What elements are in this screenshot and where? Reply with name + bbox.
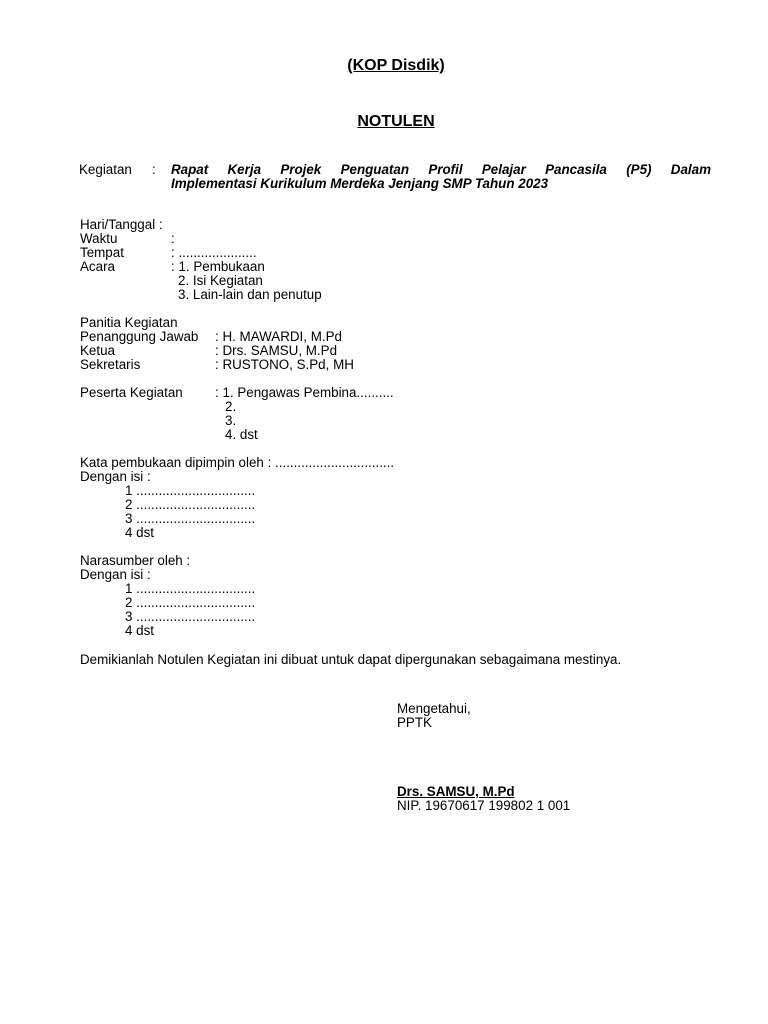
acara-label: Acara — [80, 259, 115, 274]
pembukaan-item: 1 ................................ — [125, 483, 256, 498]
acara-item: : 1. Pembukaan — [171, 259, 265, 274]
panitia-row-label: Sekretaris — [80, 357, 141, 372]
tempat-label: Tempat — [80, 245, 124, 260]
signature-role: PPTK — [397, 715, 432, 730]
peserta-item: 2. — [225, 399, 237, 414]
peserta-item: : 1. Pengawas Pembina.......... — [215, 385, 394, 400]
kop-header: (KOP Disdik) — [347, 57, 445, 74]
peserta-item: 4. dst — [225, 427, 258, 442]
panitia-row-value: : RUSTONO, S.Pd, MH — [215, 357, 354, 372]
pembukaan-item: 3 ................................ — [125, 511, 256, 526]
peserta-label: Peserta Kegiatan — [80, 385, 183, 400]
kegiatan-value-line2: Implementasi Kurikulum Merdeka Jenjang SMP Tahun 2023 — [171, 176, 549, 191]
signature-nip: NIP. 19670617 199802 1 001 — [397, 798, 571, 813]
signature-name: Drs. SAMSU, M.Pd — [397, 784, 515, 799]
panitia-row-label: Ketua — [80, 343, 115, 358]
waktu-colon: : — [171, 231, 175, 246]
kegiatan-label: Kegiatan — [79, 162, 132, 177]
kegiatan-colon: : — [152, 162, 156, 177]
peserta-item: 3. — [225, 413, 237, 428]
acara-item: 3. Lain-lain dan penutup — [178, 287, 322, 302]
panitia-heading: Panitia Kegiatan — [80, 315, 178, 330]
panitia-row-label: Penanggung Jawab — [80, 329, 199, 344]
waktu-label: Waktu — [80, 231, 118, 246]
pembukaan-item: 4 dst — [125, 525, 155, 540]
pembukaan-item: 2 ................................ — [125, 497, 256, 512]
narasumber-item: 4 dst — [125, 623, 155, 638]
acara-item: 2. Isi Kegiatan — [178, 273, 263, 288]
kegiatan-value-line1: Rapat Kerja Projek Penguatan Profil Pelajar Pancasila (P5) Dalam — [171, 162, 711, 177]
panitia-row-value: : Drs. SAMSU, M.Pd — [215, 343, 338, 358]
document-title: NOTULEN — [357, 113, 435, 130]
narasumber-isi-label: Dengan isi : — [80, 567, 151, 582]
panitia-row-value: : H. MAWARDI, M.Pd — [215, 329, 342, 344]
narasumber-item: 2 ................................ — [125, 595, 256, 610]
narasumber-item: 3 ................................ — [125, 609, 256, 624]
narasumber-line: Narasumber oleh : — [80, 553, 191, 568]
hari-tanggal-label: Hari/Tanggal : — [80, 217, 163, 232]
narasumber-item: 1 ................................ — [125, 581, 256, 596]
signature-mengetahui: Mengetahui, — [397, 701, 471, 716]
closing-statement: Demikianlah Notulen Kegiatan ini dibuat untuk dapat dipergunakan sebagaimana mestinya. — [80, 652, 622, 667]
pembukaan-isi-label: Dengan isi : — [80, 469, 151, 484]
pembukaan-line: Kata pembukaan dipimpin oleh : ................................ — [80, 455, 395, 470]
tempat-value: : ..................... — [171, 245, 257, 260]
